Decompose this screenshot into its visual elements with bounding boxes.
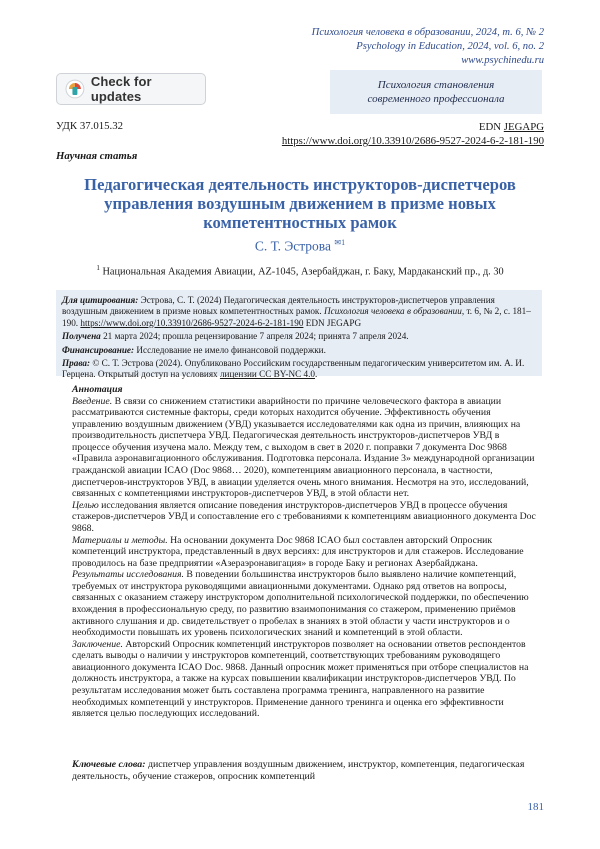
check-for-updates-label: Check for updates: [90, 74, 152, 104]
udc-code: УДК 37.015.32: [56, 120, 124, 132]
license-link[interactable]: лицензии CC BY-NC 4.0: [219, 369, 316, 380]
conclusion-text: Авторский Опросник компетенций инструкторов позволяет на основании ответов респондентов сделать выводы о наличии у инструкторов компетенций, соответствующих требованиям руководящего авиационного документа ICAO Doc. 9868. Данный опросник может применяться при отборе специалистов на должность инструктора, а также на курсах повышении квалификации инструкторов-диспетчеров УВД. По результатам исследования может быть составлена программа тренинга, направленного на развитие необходимых компетенций у инструкторов. Применение данного тренинга и оценка его эффективности является целью последующих исследований.: [72, 638, 529, 720]
article-meta-box: [56, 290, 542, 380]
rights-text: © С. Т. Эстрова (2024). Опубликовано Российским государственным педагогическим университетом им. А. И. Герцена. Открытый доступ на условиях: [62, 358, 525, 380]
keywords-text: диспетчер управления воздушным движением, инструктор, компетенция, педагогическая деятельность, обучение стажеров, опросник компетенций: [72, 759, 525, 782]
journal-title-ru: Психология человека в образовании, 2024, т. 6, № 2: [311, 27, 544, 38]
affiliation-text: Национальная Академия Авиации, AZ-1045, Азербайджан, г. Баку, Мардаканский пр., д. 30: [99, 266, 504, 278]
introduction-label: Введение.: [72, 395, 113, 407]
author-name: С. Т. Эстрова: [254, 238, 331, 254]
received-text: 21 марта 2024; прошла рецензирование 7 апреля 2024; принята 7 апреля 2024.: [100, 331, 409, 342]
results-text: В поведении большинства инструкторов было выявлено наличие компетенций, требуемых от инструктора руководящими авиационными документами. Однако ряд ответов на вопросы, связанных с оказанием стажеру инструктором дополнительной психологической поддержки, по обеспечению вхождения в профессиональную среду, по развитию взаимопонимания со стажером, применению приёмов активного слушания и др. свидетельствует о пробелах в знаниях в этой области у части инструкторов и о необходимости повышать их уровень психологических знаний и компетенций в этой области.: [72, 569, 529, 639]
citation-text: Эстрова, С. Т. (2024) Педагогическая деятельность инструкторов-диспетчеров управления воздушным движением в призме новых компетентностных рамок.: [62, 295, 495, 317]
rubric-line-1: Психология становления: [377, 79, 495, 91]
rights-paragraph: [62, 358, 536, 381]
article-title: Педагогическая деятельность инструкторов-диспетчеров управления воздушным движением в призме новых компетентностных рамок: [84, 175, 516, 232]
abstract-conclusion: [72, 639, 538, 720]
funding-label: Финансирование:: [62, 344, 135, 355]
citation-label: Для цитирования:: [62, 295, 139, 305]
rights-end: .: [315, 369, 318, 380]
abstract-methods: [72, 535, 538, 570]
check-for-updates-badge[interactable]: [56, 73, 206, 105]
edn-doi-block: [282, 120, 544, 148]
citation-doi-link[interactable]: https://www.doi.org/10.33910/2686-9527-2024-6-2-181-190: [80, 317, 304, 328]
abstract-introduction: [72, 396, 538, 500]
received-label: Получена: [62, 331, 101, 342]
journal-header: [214, 26, 544, 68]
received-paragraph: [62, 331, 536, 342]
article-type: Научная статья: [56, 150, 138, 162]
doi-link[interactable]: https://www.doi.org/10.33910/2686-9527-2024-6-2-181-190: [281, 135, 544, 147]
conclusion-label: Заключение.: [72, 638, 123, 650]
funding-paragraph: [62, 345, 536, 356]
journal-website-link[interactable]: www.psychinedu.ru: [461, 55, 544, 66]
funding-text: Исследование не имело финансовой поддержки.: [134, 344, 326, 355]
citation-edn: EDN JEGAPG: [303, 317, 362, 328]
keywords-label: Ключевые слова:: [72, 759, 146, 770]
rubric-box: [330, 70, 542, 114]
page-number: 181: [527, 801, 544, 813]
goal-text: исследования является описание поведения инструкторов-диспетчеров УВД в процессе обучения стажеров-диспетчеров УВД и сопоставление его с требованиями к компетенциям авиационного документа Doc 9868.: [72, 499, 536, 534]
abstract-heading: Аннотация: [72, 384, 123, 395]
citation-journal: Психология человека в образовании: [324, 306, 462, 317]
check-for-updates-icon: [65, 79, 85, 99]
author-line: [0, 238, 600, 255]
affiliation: [0, 264, 600, 277]
goal-label: Целью: [72, 499, 99, 511]
rights-label: Права:: [62, 358, 91, 369]
results-label: Результаты исследования.: [72, 569, 184, 581]
methods-label: Материалы и методы.: [72, 534, 168, 546]
abstract-section: [72, 384, 538, 720]
rubric-line-2: современного профессионала: [367, 93, 505, 105]
introduction-text: В связи со снижением статистики аварийности по причине человеческого фактора в авиации рассматриваются системные факторы, среди которых находится обучение. Эффективность обучения управлению воздушным движением (УВД) указывается исследователями как одна из причин, влияющих на производительность диспетчера УВД. Педагогическая деятельность инструкторов-диспетчеров УВД в процессе обучения изучена мало. Между тем, с выходом в свет в 2020 г. поправки 7 документа Doc 9868 «Правила аэронавигационного обслуживания. Подготовка персонала. Издание 3» международной организации гражданской авиации ICAO (Doc 9868… 2020), компетенциям авиационного персонала, в частности, диспетчеров-инструкторов УВД, в авиации уделяется очень много внимания. Несмотря на это, исследований, связанных с компетенциями инструкторов-диспетчеров УВД, в этой области нет.: [72, 395, 535, 500]
affiliation-marker: 1: [96, 264, 100, 272]
edn-prefix: EDN: [478, 121, 504, 133]
author-mail-icon[interactable]: ✉1: [334, 238, 346, 247]
abstract-results: [72, 569, 538, 638]
abstract-goal: [72, 500, 538, 535]
edn-code-link[interactable]: JEGAPG: [503, 121, 544, 133]
citation-paragraph: [62, 295, 536, 329]
keywords: [72, 759, 538, 783]
journal-title-en: Psychology in Education, 2024, vol. 6, no. 2: [356, 41, 544, 52]
citation-pages: , т. 6, № 2, с. 181–190.: [62, 306, 531, 328]
methods-text: На основании документа Doc 9868 ICAO был составлен авторский Опросник компетенций инструктора, представленный в двух версиях: для инструкторов и для стажеров. Исследование проводилось на базе предприятии «Азераэронавигация» в городе Баку и регионах Азербайджана.: [72, 534, 524, 569]
